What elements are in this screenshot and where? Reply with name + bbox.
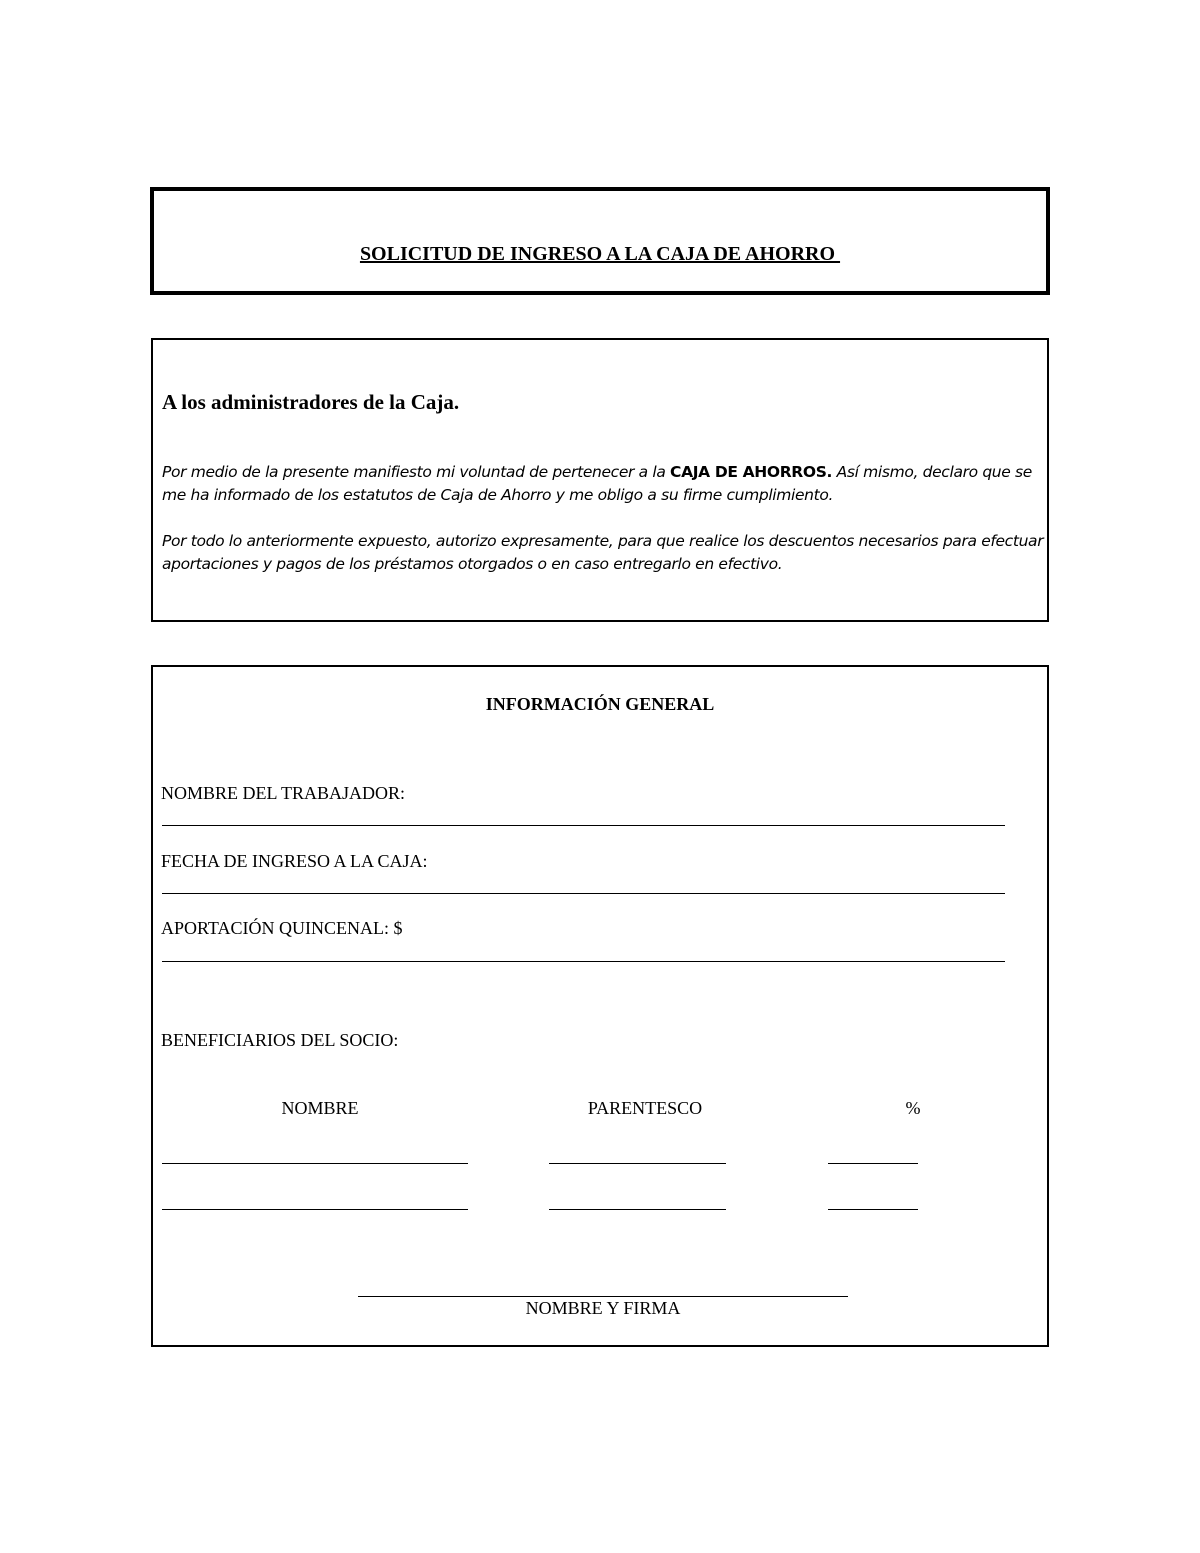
greeting: A los administradores de la Caja. [162, 390, 460, 414]
declaration-text-end: Así mismo, declaro que se me ha informado de los estatutos de Caja de Ahorro y me obligo a su firme cumplimiento. [162, 463, 1032, 504]
signature-label: NOMBRE Y FIRMA [525, 1298, 681, 1318]
contribution-label: APORTACIÓN QUINCENAL: $ [161, 918, 403, 938]
info-heading: INFORMACIÓN GENERAL [485, 694, 715, 714]
beneficiary-2-percent-line[interactable] [828, 1209, 918, 1210]
entry-date-label: FECHA DE INGRESO A LA CAJA: [161, 851, 428, 871]
beneficiaries-label: BENEFICIARIOS DEL SOCIO: [161, 1030, 399, 1050]
beneficiary-2-name-line[interactable] [162, 1209, 468, 1210]
declaration-bold-text: CAJA DE AHORROS. [670, 463, 833, 481]
signature-line[interactable] [358, 1296, 848, 1297]
beneficiary-1-name-line[interactable] [162, 1163, 468, 1164]
worker-name-label: NOMBRE DEL TRABAJADOR: [161, 783, 406, 803]
declaration-text-start: Por medio de la presente manifiesto mi voluntad de pertenecer a la [162, 463, 671, 481]
worker-name-line[interactable] [162, 825, 1005, 826]
contribution-line[interactable] [162, 961, 1005, 962]
beneficiary-1-percent-line[interactable] [828, 1163, 918, 1164]
general-info-box [151, 665, 1049, 1347]
column-parentesco: PARENTESCO [587, 1098, 703, 1118]
authorization-paragraph: Por todo lo anteriormente expuesto, autorizo expresamente, para que realice los descuentos necesarios para efectuar aportaciones y pagos de los préstamos otorgados o en caso entregarlo en efectivo. [162, 532, 1044, 573]
column-nombre: NOMBRE [281, 1098, 359, 1118]
intro-box [151, 338, 1049, 622]
entry-date-line[interactable] [162, 893, 1005, 894]
column-percent: % [905, 1098, 921, 1118]
beneficiary-2-relation-line[interactable] [549, 1209, 726, 1210]
title-box [150, 187, 1050, 295]
declaration-paragraph [162, 461, 1047, 507]
document-title: SOLICITUD DE INGRESO A LA CAJA DE AHORRO [359, 243, 841, 265]
beneficiary-1-relation-line[interactable] [549, 1163, 726, 1164]
